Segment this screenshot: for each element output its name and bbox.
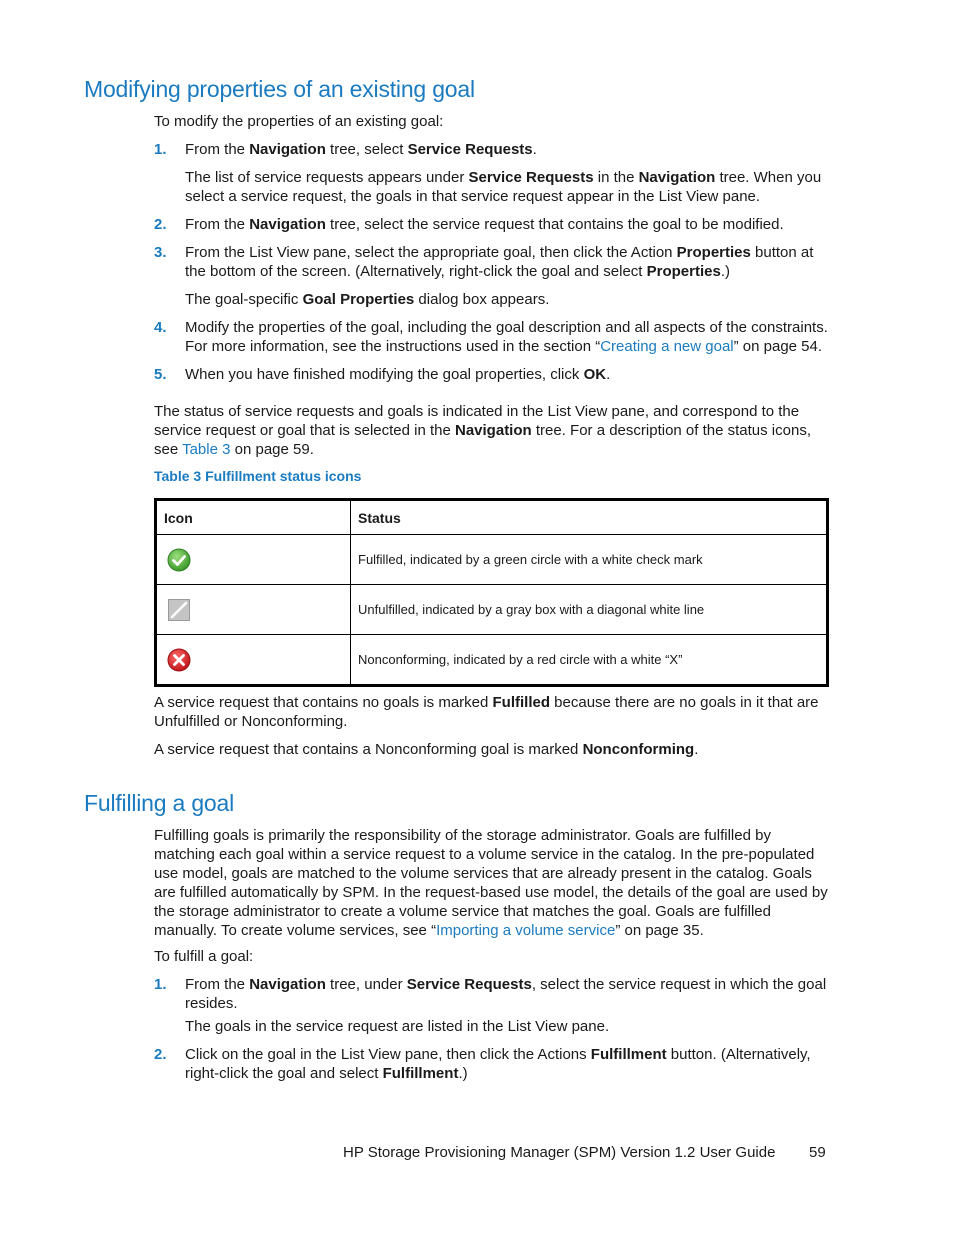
text-run: tree, under bbox=[325, 976, 407, 993]
red-x-icon bbox=[167, 648, 191, 672]
text-run: A service request that contains a Nonconforming goal is marked bbox=[154, 741, 583, 758]
step-text bbox=[185, 318, 830, 356]
footer-title: HP Storage Provisioning Manager (SPM) Version 1.2 User Guide bbox=[343, 1144, 776, 1161]
step-number: 1. bbox=[154, 141, 167, 158]
step-text bbox=[185, 975, 830, 1013]
text-run: ” on page 54. bbox=[733, 338, 823, 355]
step-note bbox=[185, 1017, 830, 1036]
bold-term: Properties bbox=[646, 263, 721, 280]
green-check-icon bbox=[167, 548, 191, 572]
step-number: 1. bbox=[154, 976, 167, 993]
status-paragraph bbox=[154, 402, 824, 459]
step-text bbox=[185, 365, 830, 384]
step-text bbox=[185, 140, 830, 159]
text-run: When you have finished modifying the goal properties, click bbox=[185, 366, 584, 383]
text-run: button at the bottom of the screen. (Alternatively, right-click the goal and select bbox=[185, 244, 814, 280]
step-number: 4. bbox=[154, 319, 167, 336]
text-run: Modify the properties of the goal, including the goal description and all aspects of the constraints. For more information, see the instructions used in the section “ bbox=[185, 319, 828, 355]
text-run: From the bbox=[185, 141, 250, 158]
text-run: tree, select the service request that contains the goal to be modified. bbox=[325, 216, 784, 233]
bold-term: Service Requests bbox=[407, 141, 533, 158]
text-run: button. (Alternatively, right-click the goal and select bbox=[185, 1046, 811, 1082]
bold-term: Navigation bbox=[249, 216, 326, 233]
text-run: tree. For a description of the status icons, see bbox=[154, 422, 811, 458]
step-number: 5. bbox=[154, 366, 167, 383]
page-number: 59 bbox=[809, 1144, 826, 1161]
bold-term: Navigation bbox=[455, 422, 532, 439]
bold-term: Navigation bbox=[249, 141, 326, 158]
header-status: Status bbox=[351, 500, 828, 535]
text-run: The list of service requests appears under bbox=[185, 169, 469, 186]
text-run: From the List View pane, select the appropriate goal, then click the Action bbox=[185, 244, 677, 261]
text-run: because there are no goals in it that are Unfulfilled or Nonconforming. bbox=[154, 694, 819, 730]
table-row bbox=[156, 635, 828, 686]
bold-term: Service Requests bbox=[406, 976, 532, 993]
bold-term: Navigation bbox=[249, 976, 326, 993]
step-text bbox=[185, 243, 830, 281]
text-run: dialog box appears. bbox=[414, 291, 550, 308]
intro-text: To fulfill a goal: bbox=[154, 948, 254, 965]
table-caption: Table 3 Fulfillment status icons bbox=[154, 468, 362, 484]
text-run: , select the service request in which the goal resides. bbox=[185, 976, 827, 1012]
status-cell: Nonconforming, indicated by a red circle with a white “X” bbox=[351, 635, 828, 686]
bold-term: OK bbox=[583, 366, 607, 383]
section-title-modifying: Modifying properties of an existing goal bbox=[84, 76, 475, 102]
after-table-paragraph bbox=[154, 740, 829, 759]
table-row bbox=[156, 535, 828, 585]
bold-term: Fulfilled bbox=[492, 694, 551, 711]
text-run: .) bbox=[720, 263, 730, 280]
text-run: in the bbox=[593, 169, 639, 186]
status-cell: Unfulfilled, indicated by a gray box with a diagonal white line bbox=[351, 585, 828, 635]
text-run: Fulfilling goals is primarily the responsibility of the storage administrator. Goals are fulfilled by matching each goal within a service request to a volume service in the catalog. In the pre-populated use model, goals are matched to the volume services that are already present in the catalog. Goals are fulfilled automatically by SPM. In the request-based use model, the details of the goal are used by the storage administrator to create a volume service that matches the goal. Goals are fulfilled manually. To create volume services, see “ bbox=[154, 827, 828, 939]
text-run: tree, select bbox=[325, 141, 408, 158]
text-run: ” on page 35. bbox=[615, 922, 704, 939]
text-run: A service request that contains no goals is marked bbox=[154, 694, 493, 711]
cross-reference-link[interactable]: Importing a volume service bbox=[436, 922, 616, 939]
table-row bbox=[156, 585, 828, 635]
text-run: .) bbox=[458, 1065, 468, 1082]
step-text bbox=[185, 215, 830, 234]
table-header-row bbox=[156, 500, 828, 535]
text-run: on page 59. bbox=[230, 441, 314, 458]
text-run: The goal-specific bbox=[185, 291, 303, 308]
step-number: 2. bbox=[154, 216, 167, 233]
after-table-paragraph bbox=[154, 693, 829, 731]
bold-term: Fulfillment bbox=[590, 1046, 667, 1063]
cross-reference-link[interactable]: Table 3 bbox=[182, 441, 231, 458]
bold-term: Properties bbox=[676, 244, 751, 261]
intro-text: To modify the properties of an existing goal: bbox=[154, 113, 444, 130]
step-note bbox=[185, 168, 830, 206]
status-cell: Fulfilled, indicated by a green circle with a white check mark bbox=[351, 535, 828, 585]
text-run: The status of service requests and goals is indicated in the List View pane, and correspond to the service request or goal that is selected in the bbox=[154, 403, 800, 439]
text-run: . bbox=[532, 141, 537, 158]
status-icons-table bbox=[154, 498, 829, 687]
step-number: 3. bbox=[154, 244, 167, 261]
cross-reference-link[interactable]: Creating a new goal bbox=[600, 338, 734, 355]
bold-term: Goal Properties bbox=[302, 291, 415, 308]
text-run: tree. When you select a service request, the goals in that service request appear in the List View pane. bbox=[185, 169, 822, 205]
text-run: From the bbox=[185, 976, 250, 993]
step-number: 2. bbox=[154, 1046, 167, 1063]
bold-term: Navigation bbox=[638, 169, 716, 186]
bold-term: Service Requests bbox=[468, 169, 594, 186]
text-run: From the bbox=[185, 216, 250, 233]
text-run: The goals in the service request are listed in the List View pane. bbox=[185, 1018, 610, 1035]
fulfilling-paragraph bbox=[154, 826, 830, 940]
bold-term: Nonconforming bbox=[582, 741, 695, 758]
text-run: . bbox=[606, 366, 611, 383]
text-run: . bbox=[694, 741, 699, 758]
header-icon: Icon bbox=[156, 500, 351, 535]
step-note bbox=[185, 290, 830, 309]
section-title-fulfilling: Fulfilling a goal bbox=[84, 790, 235, 816]
text-run: Click on the goal in the List View pane, then click the Actions bbox=[185, 1046, 591, 1063]
step-text bbox=[185, 1045, 830, 1083]
bold-term: Fulfillment bbox=[382, 1065, 459, 1082]
gray-box-diagonal-icon bbox=[167, 598, 191, 622]
